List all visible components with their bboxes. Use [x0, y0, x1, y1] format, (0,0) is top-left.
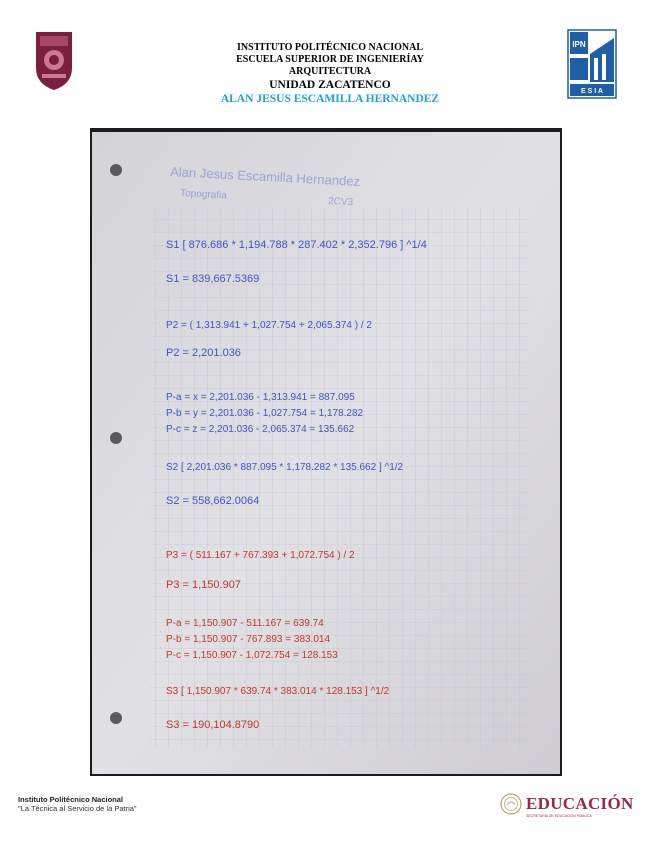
note-subject: Topografia	[179, 188, 228, 202]
footer-motto: "La Técnica al Servicio de la Patria"	[18, 804, 137, 813]
binder-hole	[110, 712, 122, 724]
binder-hole	[110, 164, 122, 176]
footer-institution-name: Instituto Politécnico Nacional	[18, 795, 124, 804]
header-school: ESCUELA SUPERIOR DE INGENIERÍAY	[236, 54, 424, 65]
binder-hole	[110, 432, 122, 444]
header-unit: UNIDAD ZACATENCO	[269, 79, 391, 91]
note-s2-result: S2 = 558,662.0064	[166, 495, 260, 507]
note-p2-formula: P2 = ( 1,313.941 + 1,027.754 + 2,065.374 ) / 2	[166, 320, 372, 331]
esia-logo	[566, 28, 618, 100]
note-p2-result: P2 = 2,201.036	[166, 347, 241, 359]
note-p3-b: P-b = 1,150.907 - 767.893 = 383.014	[166, 634, 331, 645]
header-student-name: ALAN JESUS ESCAMILLA HERNANDEZ	[220, 93, 440, 105]
note-p3-a: P-a = 1,150.907 - 511.167 = 639.74	[166, 618, 324, 629]
note-name: Alan Jesus Escamilla Hernandez	[169, 164, 361, 189]
note-p3-result: P3 = 1,150.907	[166, 579, 241, 591]
footer-education-word: EDUCACIÓN	[526, 794, 634, 813]
note-p2-c: P-c = z = 2,201.036 - 2,065.374 = 135.662	[166, 424, 355, 435]
note-s2-formula: S2 [ 2,201.036 * 887.095 * 1,178.282 * 135.662 ] ^1/2	[166, 462, 404, 473]
note-s1-result: S1 = 839,667.5369	[166, 273, 260, 285]
header-institution: INSTITUTO POLITÉCNICO NACIONAL	[237, 42, 423, 53]
esia-logo-ipn-text: IPN	[572, 40, 586, 49]
footer-sep-brand	[500, 792, 634, 816]
note-p3-formula: P3 = ( 511.167 + 767.393 + 1,072.754 ) / 2	[166, 550, 355, 561]
note-s1-formula: S1 [ 876.686 * 1,194.788 * 287.402 * 2,352.796 ] ^1/4	[166, 239, 427, 251]
note-p2-a: P-a = x = 2,201.036 - 1,313.941 = 887.095	[166, 392, 355, 403]
footer-sep-subtitle: SECRETARÍA DE EDUCACIÓN PÚBLICA	[526, 814, 592, 818]
notebook-photo	[90, 128, 562, 776]
note-group: 2CV3	[327, 196, 354, 209]
note-p3-c: P-c = 1,150.907 - 1,072.754 = 128.153	[166, 650, 338, 661]
esia-logo-esia-text: E S I A	[581, 88, 603, 95]
note-p2-b: P-b = y = 2,201.036 - 1,027.754 = 1,178.282	[166, 408, 364, 419]
ipn-shield-logo	[32, 28, 76, 92]
sep-seal-icon	[500, 793, 522, 815]
footer-institution	[18, 795, 137, 813]
note-s3-formula: S3 [ 1,150.907 * 639.74 * 383.014 * 128.153 ] ^1/2	[166, 686, 390, 697]
document-header	[120, 42, 540, 106]
header-school-cont: ARQUITECTURA	[288, 66, 372, 77]
note-s3-result: S3 = 190,104.8790	[166, 719, 260, 731]
